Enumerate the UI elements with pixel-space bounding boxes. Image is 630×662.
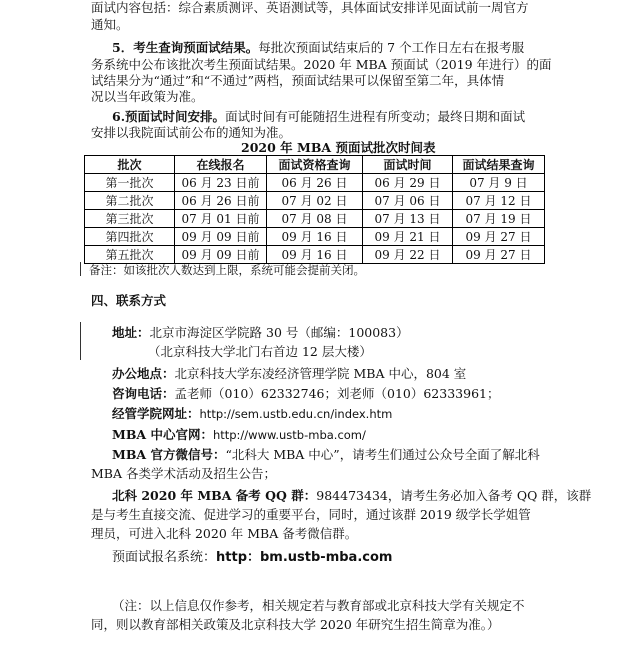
table-row bbox=[85, 192, 545, 210]
wechat-label: MBA 官方微信号： bbox=[112, 447, 226, 462]
phone-label: 咨询电话： bbox=[112, 386, 175, 401]
table-cell: 06 月 26 日 bbox=[267, 174, 363, 192]
table-cell: 06 月 26 日前 bbox=[175, 192, 267, 210]
address-value: 北京市海淀区学院路 30 号（邮编：100083） bbox=[149, 325, 409, 340]
wechat-value: “北科大 MBA 中心”，请考生们通过公众号全面了解北科 bbox=[225, 447, 540, 462]
item6-line1 bbox=[112, 109, 525, 125]
item6-text-1: 面试时间有可能随招生进程有所变动；最终日期和面试 bbox=[225, 109, 526, 124]
table-header: 面试结果查询 bbox=[453, 156, 545, 174]
table-header: 批次 bbox=[85, 156, 175, 174]
table-cell: 07 月 9 日 bbox=[453, 174, 545, 192]
table-cell: 09 月 27 日 bbox=[453, 228, 545, 246]
table-cell: 07 月 01 日前 bbox=[175, 210, 267, 228]
table-cell: 09 月 27 日 bbox=[453, 246, 545, 264]
schedule-table bbox=[84, 155, 545, 264]
table-cell: 09 月 22 日 bbox=[363, 246, 453, 264]
system-link[interactable]: http：bm.ustb-mba.com bbox=[216, 550, 393, 565]
phone-value: 孟老师（010）62332746；刘老师（010）62333961； bbox=[174, 386, 500, 401]
address-label: 地址： bbox=[112, 325, 150, 340]
mba-site-line bbox=[112, 427, 366, 443]
table-header: 面试时间 bbox=[363, 156, 453, 174]
office-line bbox=[112, 366, 466, 382]
wechat-line bbox=[112, 447, 540, 463]
system-label: 预面试报名系统： bbox=[112, 550, 217, 565]
margin-mark bbox=[80, 262, 81, 276]
table-cell: 07 月 02 日 bbox=[267, 192, 363, 210]
item5-title: 5．考生查询预面试结果。 bbox=[112, 40, 259, 55]
item5-line3: 试结果分为“通过”和“不通过”两档，预面试结果可以保留至第二年，具体情 bbox=[91, 73, 505, 88]
office-label: 办公地点： bbox=[112, 366, 175, 381]
interview-contents-text-2: 通知。 bbox=[91, 17, 129, 32]
table-row bbox=[85, 228, 545, 246]
table-header-row bbox=[85, 156, 545, 174]
table-cell: 07 月 13 日 bbox=[363, 210, 453, 228]
table-cell: 09 月 09 日前 bbox=[175, 228, 267, 246]
table-cell: 06 月 29 日 bbox=[363, 174, 453, 192]
table-row bbox=[85, 210, 545, 228]
table-header: 在线报名 bbox=[175, 156, 267, 174]
qq-line-2: 是与考生直接交流、促进学习的重要平台，同时，通过该群 2019 级学长学姐管 bbox=[91, 507, 531, 522]
table-caption: 2020 年 MBA 预面试批次时间表 bbox=[241, 140, 436, 155]
qq-line bbox=[112, 488, 591, 504]
interview-contents-text: 面试内容包括：综合素质测评、英语测试等，具体面试安排详见面试前一周官方 bbox=[91, 0, 529, 15]
mba-site-label: MBA 中心官网： bbox=[112, 427, 213, 442]
website-line bbox=[112, 406, 392, 422]
table-cell: 第三批次 bbox=[85, 210, 175, 228]
table-cell: 09 月 16 日 bbox=[267, 228, 363, 246]
table-header: 面试资格查询 bbox=[267, 156, 363, 174]
table-cell: 09 月 16 日 bbox=[267, 246, 363, 264]
item5-line4: 况以当年政策为准。 bbox=[91, 89, 204, 104]
address-line bbox=[112, 325, 409, 341]
qq-label: 北科 2020 年 MBA 备考 QQ 群： bbox=[112, 488, 317, 503]
table-row bbox=[85, 174, 545, 192]
table-cell: 07 月 12 日 bbox=[453, 192, 545, 210]
footnote-line-2: 同，则以教育部相关政策及北京科技大学 2020 年研究生招生简章为准。） bbox=[91, 617, 500, 632]
table-cell: 第五批次 bbox=[85, 246, 175, 264]
item5-line2: 务系统中公布该批次考生预面试结果。2020 年 MBA 预面试（2019 年进行）的面 bbox=[91, 57, 552, 72]
table-cell: 07 月 19 日 bbox=[453, 210, 545, 228]
qq-line-3: 理员，可进入北科 2020 年 MBA 备考微信群。 bbox=[91, 526, 358, 541]
table-cell: 07 月 08 日 bbox=[267, 210, 363, 228]
website-label: 经管学院网址： bbox=[112, 406, 200, 421]
table-cell: 06 月 23 日前 bbox=[175, 174, 267, 192]
wechat-line-2: MBA 各类学术活动及招生公告； bbox=[91, 466, 276, 481]
footnote-line-1: （注：以上信息仅作参考，相关规定若与教育部或北京科技大学有关规定不 bbox=[112, 598, 525, 613]
table-note: 备注：如该批次人数达到上限，系统可能会提前关闭。 bbox=[89, 263, 365, 277]
section-title: 四、联系方式 bbox=[91, 293, 167, 308]
item5-text-1: 每批次预面试结束后的 7 个工作日左右在报考服 bbox=[258, 40, 525, 55]
table-cell: 09 月 21 日 bbox=[363, 228, 453, 246]
table-cell: 第一批次 bbox=[85, 174, 175, 192]
table-cell: 07 月 06 日 bbox=[363, 192, 453, 210]
qq-value: 984473434，请考生务必加入备考 QQ 群，该群 bbox=[316, 488, 592, 503]
table-cell: 09 月 09 日前 bbox=[175, 246, 267, 264]
margin-mark bbox=[80, 322, 81, 360]
item5-line1 bbox=[112, 40, 524, 56]
mba-site-link[interactable]: http://www.ustb-mba.com/ bbox=[212, 428, 366, 442]
item6-title: 6.预面试时间安排。 bbox=[112, 109, 226, 124]
item6-line2: 安排以我院面试前公布的通知为准。 bbox=[91, 125, 292, 140]
system-line bbox=[112, 550, 392, 566]
address-line-2: （北京科技大学北门右首边 12 层大楼） bbox=[148, 344, 372, 359]
table-cell: 第四批次 bbox=[85, 228, 175, 246]
phone-line bbox=[112, 386, 499, 402]
website-link[interactable]: http://sem.ustb.edu.cn/index.htm bbox=[199, 407, 393, 421]
office-value: 北京科技大学东凌经济管理学院 MBA 中心，804 室 bbox=[174, 366, 467, 381]
table-cell: 第二批次 bbox=[85, 192, 175, 210]
table-row bbox=[85, 246, 545, 264]
